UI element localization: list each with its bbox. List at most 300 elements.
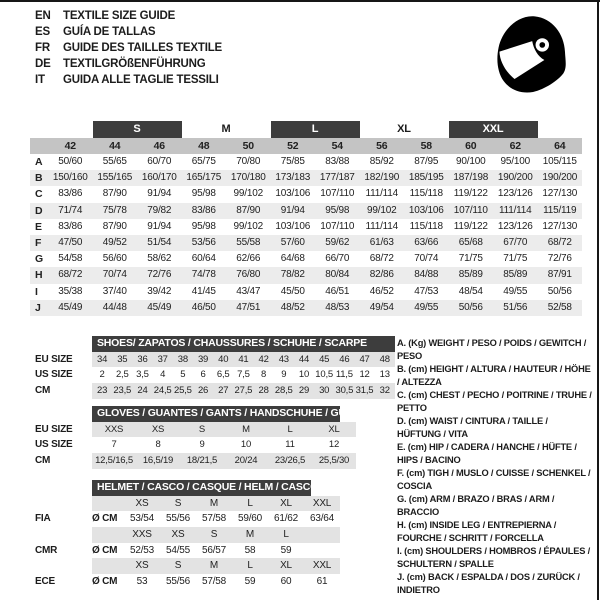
shoes-cell: 28,5 (274, 384, 293, 396)
measure-cell: 75/78 (102, 204, 127, 216)
measure-cell: 60/64 (191, 253, 216, 265)
shoes-cells (92, 383, 395, 399)
gloves-cell: 7 (111, 439, 117, 451)
helmet-cell: 60 (280, 575, 292, 587)
measure-cell: 107/110 (453, 204, 488, 216)
measure-cell: 76/80 (236, 269, 261, 281)
shoes-cell: 24 (137, 384, 148, 396)
measure-cell: 70/74 (414, 253, 439, 265)
size-number: 56 (376, 140, 388, 152)
helmet-cell: XXL (312, 560, 332, 572)
shoes-cell: 31,5 (355, 384, 374, 396)
helmet-row (30, 527, 340, 543)
helmet-table (30, 480, 340, 590)
measure-cell: 49/55 (414, 301, 439, 313)
size-number: 62 (509, 140, 521, 152)
measure-cell: 53/56 (191, 236, 216, 248)
measure-cell: 123/126 (497, 188, 533, 200)
measure-cell: 37/40 (102, 285, 127, 297)
measure-cell: 95/98 (191, 188, 216, 200)
shoes-cell: 27,5 (234, 384, 253, 396)
language-code: ES (35, 26, 50, 38)
measure-row-a (30, 154, 582, 170)
helmet-cell: L (247, 560, 253, 572)
shoes-cell: 6 (200, 369, 206, 381)
measure-cell: 71/75 (503, 253, 528, 265)
gloves-cell: 23/26,5 (274, 454, 306, 466)
measure-cell: 55/58 (236, 236, 261, 248)
helmet-cell (304, 543, 340, 559)
gloves-cell: 20/24 (234, 454, 258, 466)
measure-cell: 46/52 (369, 285, 394, 297)
measure-cell: 83/86 (58, 220, 83, 232)
shoes-cell: 11,5 (335, 369, 353, 381)
gloves-title-bar: GLOVES / GUANTES / GANTS / HANDSCHUHE / GUANTI (92, 406, 340, 422)
measure-cell: 47/51 (236, 301, 261, 313)
language-title-list (35, 8, 222, 88)
size-group-spacer (538, 121, 583, 138)
measure-cell: 47/53 (414, 285, 439, 297)
legend-item: J. (cm) BACK / ESPALDA / DOS / ZURÜCK / INDIETRO (397, 572, 580, 595)
gloves-cells (92, 453, 356, 469)
measure-cell: 119/122 (453, 220, 488, 232)
measure-cell: 48/52 (280, 301, 305, 313)
row-label: I (35, 285, 38, 298)
helmet-cell: M (209, 560, 219, 572)
language-title: TEXTILE SIZE GUIDE (63, 10, 176, 22)
size-number: 44 (109, 140, 121, 152)
gloves-cell: XS (151, 423, 165, 435)
shoes-cell: 23 (97, 384, 108, 396)
helmet-row (30, 496, 340, 512)
helmet-cell: 55/56 (165, 575, 191, 587)
helmet-cell: S (174, 560, 182, 572)
helmet-title-bar: HELMET / CASCO / CASQUE / HELM / CASCO (92, 480, 311, 496)
helmet-row-label: ECE (35, 575, 55, 587)
helmet-cell: L (247, 497, 253, 509)
helmet-cells (92, 558, 340, 574)
size-number: 54 (331, 140, 343, 152)
measure-cell: 115/118 (409, 220, 443, 232)
helmet-cell: 52/53 (129, 544, 155, 556)
gloves-row (30, 453, 356, 469)
measure-cell: 103/106 (275, 220, 311, 232)
measure-cell: 99/102 (367, 204, 397, 216)
measure-cell: 87/90 (236, 204, 261, 216)
measure-cell: 56/60 (102, 253, 127, 265)
measure-cell: 85/89 (458, 269, 483, 281)
shoes-cell: 47 (359, 353, 370, 365)
shoes-cell: 27 (218, 384, 229, 396)
measure-cell: 91/94 (147, 188, 172, 200)
helmet-rows (30, 496, 340, 590)
measure-cell: 87/90 (102, 220, 127, 232)
language-row (35, 72, 222, 88)
helmet-cell: XXS (132, 528, 152, 540)
shoes-cell: 6,5 (216, 369, 230, 381)
measure-cell: 111/114 (365, 220, 399, 232)
measure-cell: 54/58 (58, 253, 83, 265)
shoes-cell: 40 (218, 353, 229, 365)
measure-cell: 75/85 (280, 156, 305, 167)
measure-row-i (30, 284, 582, 300)
gloves-cell: S (198, 423, 206, 435)
gloves-cell: 12 (328, 439, 340, 451)
measure-cell: 63/66 (414, 236, 439, 248)
shoes-cell: 38 (177, 353, 188, 365)
measure-cell: 87/91 (547, 269, 572, 281)
legend-item: B. (cm) HEIGHT / ALTURA / HAUTEUR / HÖHE / ALTEZZA (397, 364, 591, 387)
gloves-cells (92, 422, 356, 438)
legend-item: F. (cm) TIGH / MUSLO / CUISSE / SCHENKEL / COSCIA (397, 468, 591, 491)
helmet-cells (92, 574, 340, 590)
helmet-cell (304, 527, 340, 543)
legend-item: G. (cm) ARM / BRAZO / BRAS / ARM / BRACCIO (397, 494, 555, 517)
helmet-cell: M (209, 497, 219, 509)
measure-cell: 71/75 (458, 253, 483, 265)
row-label: J (35, 301, 41, 314)
measure-cell: 45/50 (280, 285, 305, 297)
measure-cell: 177/187 (319, 172, 355, 184)
size-number: 64 (554, 140, 566, 152)
measure-cell: 46/50 (191, 301, 216, 313)
top-border-line (0, 0, 600, 2)
measure-row-j (30, 300, 582, 316)
measure-cell: 80/84 (325, 269, 350, 281)
gloves-cells (92, 437, 356, 453)
measure-cell: 50/60 (58, 156, 83, 167)
shoes-cell: 3,5 (136, 369, 149, 381)
shoes-cell: 4 (160, 369, 166, 381)
measure-cell: 150/160 (52, 172, 88, 184)
measure-cell: 123/126 (497, 220, 533, 232)
measure-cell: 39/42 (147, 285, 172, 297)
measure-cell: 182/190 (364, 172, 400, 184)
measure-cell: 57/60 (280, 236, 305, 248)
measure-cell: 44/48 (102, 301, 127, 313)
language-row (35, 8, 222, 24)
measure-row-d (30, 203, 582, 219)
shoes-cell: 5 (180, 369, 186, 381)
measure-row-f (30, 235, 582, 251)
measure-cell: 49/55 (503, 285, 528, 297)
measure-cell: 190/200 (497, 172, 533, 184)
shoes-cell: 10,5 (315, 369, 333, 381)
helmet-row (30, 511, 340, 527)
gloves-row-label: EU SIZE (35, 423, 73, 435)
language-row (35, 56, 222, 72)
measure-cell: 52/58 (547, 301, 572, 313)
shoes-row-label: EU SIZE (35, 353, 73, 365)
unit-label: Ø CM (92, 544, 118, 556)
helmet-cell: 61 (316, 575, 328, 587)
gloves-cell: 11 (285, 439, 295, 451)
measurement-legend (397, 337, 593, 597)
measure-cell: 47/50 (58, 236, 83, 248)
row-label: E (35, 220, 42, 233)
helmet-cell: 59 (280, 544, 292, 556)
measure-cell: 59/62 (325, 236, 350, 248)
row-label: B (35, 172, 43, 185)
measure-cell: 51/54 (147, 236, 172, 248)
size-group-spacer (30, 121, 93, 138)
measure-cell: 103/106 (408, 204, 444, 216)
measure-cell: 105/115 (542, 156, 577, 167)
helmet-cells (92, 527, 340, 543)
helmet-cell: 59/60 (237, 513, 263, 525)
helmet-cell: 59 (244, 575, 256, 587)
shoes-cell: 39 (197, 353, 209, 365)
language-title: GUIDA ALLE TAGLIE TESSILI (63, 74, 219, 86)
helmet-cell: XS (171, 528, 185, 540)
measure-cell: 65/68 (458, 236, 483, 248)
measure-row-c (30, 186, 582, 202)
helmet-cell: XL (280, 497, 292, 509)
gloves-row (30, 437, 356, 453)
measure-cell: 67/70 (503, 236, 528, 248)
measure-cell: 91/94 (280, 204, 305, 216)
shoes-title-bar: SHOES/ ZAPATOS / CHAUSSURES / SCHUHE / SCARPE (92, 336, 395, 352)
measure-cell: 99/102 (233, 188, 263, 200)
measure-cell: 107/110 (320, 220, 355, 232)
shoes-cell: 32 (379, 384, 390, 396)
shoes-cell: 41 (238, 353, 249, 365)
gloves-cell: 8 (155, 439, 161, 451)
language-row (35, 24, 222, 40)
measure-cell: 68/72 (369, 253, 394, 265)
measure-cell: 111/114 (365, 188, 399, 200)
size-number-row (30, 138, 582, 154)
helmet-cells (92, 511, 340, 527)
shoes-cell: 24,5 (153, 384, 172, 396)
helmet-row-label (30, 558, 92, 574)
gloves-cell: XXS (104, 423, 124, 435)
helmet-cell: XL (280, 560, 292, 572)
helmet-cell: 57/58 (201, 575, 227, 587)
measure-cell: 43/47 (236, 285, 261, 297)
language-code: EN (35, 10, 51, 22)
measure-cell: 84/88 (414, 269, 439, 281)
measurement-rows (30, 154, 582, 316)
measure-cell: 68/72 (58, 269, 83, 281)
helmet-cell: 54/55 (165, 544, 191, 556)
measure-cell: 50/56 (458, 301, 483, 313)
measure-cell: 66/70 (325, 253, 350, 265)
measure-cell: 50/56 (547, 285, 572, 297)
shoes-cell: 45 (319, 353, 330, 365)
measure-cell: 60/70 (147, 156, 172, 167)
shoes-cell: 36 (137, 353, 148, 365)
measure-cell: 91/94 (147, 220, 172, 232)
legend-item: H. (cm) INSIDE LEG / ENTREPIERNA / FOURCHE / SCHRITT / FORCELLA (397, 520, 557, 543)
measure-cell: 155/165 (97, 172, 133, 184)
shoes-cell: 30,5 (335, 384, 354, 396)
shoes-rows (30, 352, 395, 399)
measure-cell: 68/72 (547, 236, 572, 248)
measure-cell: 79/82 (147, 204, 172, 216)
measure-cell: 51/56 (503, 301, 528, 313)
measure-row-g (30, 251, 582, 267)
legend-item: D. (cm) WAIST / CINTURA / TAILLE / HÜFTUNG / VITA (397, 416, 548, 439)
shoes-cell: 7,5 (237, 369, 250, 381)
measure-cell: 41/45 (191, 285, 216, 297)
measure-cell: 45/49 (58, 301, 83, 313)
unit-label: Ø CM (92, 513, 118, 525)
measure-cell: 95/98 (325, 204, 350, 216)
unit-label (92, 558, 124, 574)
measure-cell: 170/180 (230, 172, 266, 184)
row-label-spacer (30, 138, 48, 154)
measure-cell: 127/130 (542, 220, 578, 232)
measure-cell: 58/62 (147, 253, 172, 265)
shoes-cell: 25,5 (173, 384, 192, 396)
measure-cell: 160/170 (141, 172, 177, 184)
measure-cell: 185/195 (408, 172, 444, 184)
gloves-cell: 12,5/16,5 (95, 454, 133, 466)
helmet-cell: S (174, 497, 182, 509)
measure-cell: 85/89 (503, 269, 528, 281)
row-label: G (35, 253, 43, 266)
measure-row-h (30, 267, 582, 283)
measure-cell: 46/51 (325, 285, 350, 297)
shoes-cell: 46 (339, 353, 350, 365)
measure-cell: 119/122 (453, 188, 488, 200)
measure-cell: 83/88 (325, 156, 350, 167)
measure-cell: 127/130 (542, 188, 578, 200)
measure-cell: 49/54 (369, 301, 394, 313)
shoes-cell: 23,5 (113, 384, 132, 396)
helmet-row-label (30, 527, 92, 543)
shoes-cell: 9 (281, 369, 287, 381)
measure-cell: 72/76 (547, 253, 572, 265)
helmet-row-label: FIA (35, 513, 51, 525)
row-label: F (35, 236, 42, 249)
shoes-cell: 12 (359, 369, 370, 381)
shoes-row-label: CM (35, 384, 51, 396)
legend-item: E. (cm) HIP / CADERA / HANCHE / HÜFTE / HIPS / BACINO (397, 442, 577, 465)
shoes-cells (92, 352, 395, 368)
measure-cell: 61/63 (369, 236, 394, 248)
size-number: 60 (465, 140, 477, 152)
measure-cell: 87/95 (414, 156, 439, 167)
helmet-cell: 55/56 (165, 513, 191, 525)
measure-cell: 70/80 (236, 156, 261, 167)
helmet-row-label: CMR (35, 544, 58, 556)
measure-cell: 85/92 (369, 156, 394, 167)
gloves-table (30, 406, 370, 469)
gloves-row-label: US SIZE (35, 439, 73, 451)
language-row (35, 40, 222, 56)
measure-cell: 65/75 (191, 156, 216, 167)
gloves-cell: 9 (199, 439, 205, 451)
unit-label (92, 527, 124, 543)
size-group-m: M (221, 123, 231, 135)
measure-cell: 45/49 (147, 301, 172, 313)
measure-cell: 35/38 (58, 285, 83, 297)
shoes-cells (92, 367, 395, 383)
measure-cell: 95/98 (191, 220, 216, 232)
size-number: 48 (198, 140, 210, 152)
row-label: C (35, 188, 43, 201)
measure-cell: 99/102 (233, 220, 263, 232)
measure-cell: 187/198 (453, 172, 489, 184)
measure-cell: 95/100 (500, 156, 530, 167)
shoes-cell: 26 (197, 384, 209, 396)
measure-cell: 62/66 (236, 253, 261, 265)
shoes-cell: 13 (379, 369, 390, 381)
gloves-cell: 18/21,5 (186, 454, 218, 466)
language-title: GUIDE DES TAILLES TEXTILE (63, 42, 222, 54)
shoes-row (30, 352, 395, 368)
measure-cell: 173/183 (275, 172, 311, 184)
measure-cell: 190/200 (542, 172, 578, 184)
measure-cell: 74/78 (191, 269, 216, 281)
helmet-cell: 58 (244, 544, 256, 556)
measure-cell: 83/86 (58, 188, 83, 200)
language-title: TEXTILGRÖßENFÜHRUNG (63, 58, 206, 70)
gloves-cell: 16,5/19 (142, 454, 174, 466)
shoes-cell: 42 (258, 353, 269, 365)
legend-item: A. (Kg) WEIGHT / PESO / POIDS / GEWITCH / PESO (397, 338, 587, 361)
measure-cell: 87/90 (102, 188, 127, 200)
helmet-row (30, 574, 340, 590)
size-number: 58 (420, 140, 432, 152)
gloves-cell: 10 (240, 439, 252, 451)
measure-cell: 55/65 (102, 156, 127, 167)
measure-cell: 82/86 (369, 269, 394, 281)
measure-cell: 72/76 (147, 269, 172, 281)
shoes-cell: 30 (319, 384, 330, 396)
gloves-row-label: CM (35, 454, 51, 466)
shoes-cell: 43 (278, 353, 289, 365)
helmet-cell: XXL (312, 497, 332, 509)
helmet-row-label (30, 496, 92, 512)
shoes-cell: 10 (298, 369, 310, 381)
measure-cell: 70/74 (102, 269, 127, 281)
helmet-cell: 57/58 (201, 513, 227, 525)
measure-cell: 111/114 (498, 204, 532, 216)
shoes-cell: 34 (97, 353, 108, 365)
gloves-cell: M (242, 423, 250, 435)
shoes-row (30, 367, 395, 383)
gloves-rows (30, 422, 356, 469)
shoes-cell: 2,5 (115, 369, 129, 381)
helmet-cells (92, 543, 340, 559)
gloves-row (30, 422, 356, 438)
helmet-row (30, 543, 340, 559)
measure-cell: 64/68 (280, 253, 305, 265)
unit-label (92, 496, 124, 512)
row-label: H (35, 269, 43, 282)
helmet-cell: 56/57 (201, 544, 227, 556)
shoes-row (30, 383, 395, 399)
measure-cell: 103/106 (275, 188, 311, 200)
shoes-cell: 8 (261, 369, 267, 381)
measure-cell: 48/54 (458, 285, 483, 297)
right-border-line (597, 0, 599, 600)
gloves-cell: L (287, 423, 293, 435)
shoes-cell: 29 (298, 384, 310, 396)
textile-size-table (30, 121, 582, 316)
unit-label: Ø CM (92, 575, 118, 587)
measure-cell: 107/110 (320, 188, 355, 200)
helmet-row (30, 558, 340, 574)
language-code: IT (35, 74, 45, 86)
size-number: 52 (287, 140, 299, 152)
measure-cell: 78/82 (280, 269, 305, 281)
language-code: FR (35, 42, 50, 54)
size-number: 46 (153, 140, 165, 152)
